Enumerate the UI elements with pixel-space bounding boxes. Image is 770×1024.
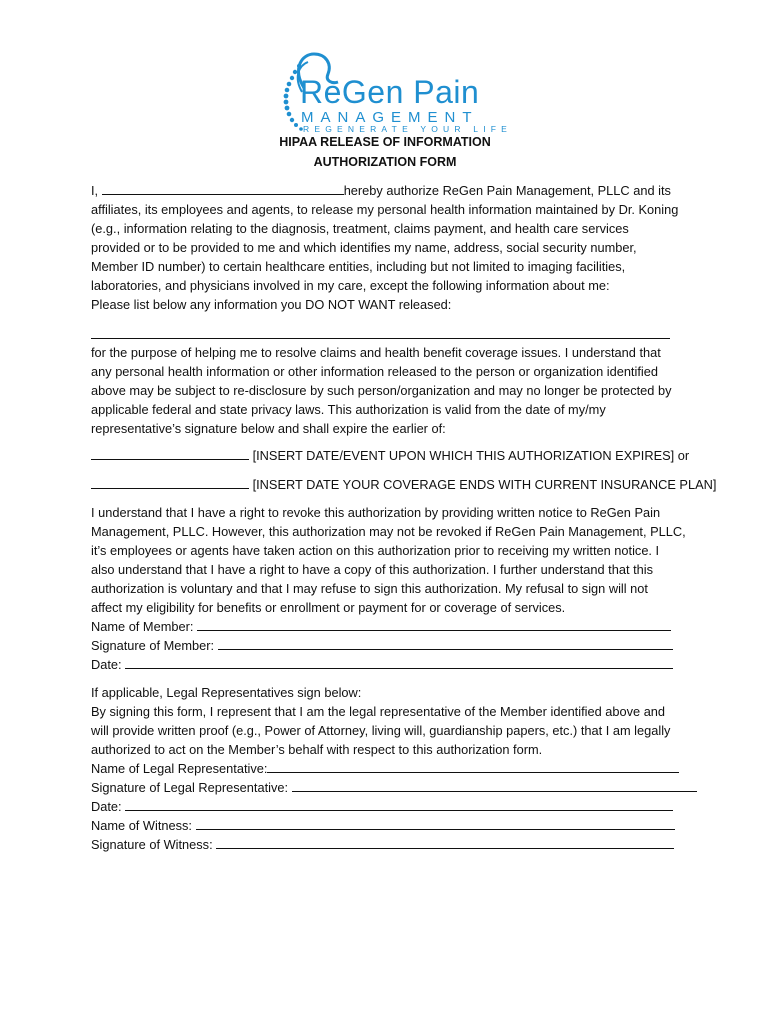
expiry-event-field[interactable] bbox=[91, 447, 249, 460]
authorization-line: laboratories, and physicians involved in my care, except the following information about me: bbox=[91, 278, 610, 293]
witness-name-field[interactable] bbox=[196, 817, 675, 830]
witness-signature-row bbox=[91, 835, 674, 854]
authorization-line: affiliates, its employees and agents, to release my personal health information maintained by Dr. Koning bbox=[91, 202, 679, 217]
legal-rep-date-row bbox=[91, 797, 673, 816]
legal-rep-intro: If applicable, Legal Representatives sign below: bbox=[91, 685, 362, 700]
excluded-information-field[interactable] bbox=[91, 338, 670, 339]
legal-rep-name-label: Name of Legal Representative: bbox=[91, 761, 268, 776]
legal-rep-name-field[interactable] bbox=[267, 760, 679, 773]
member-date-row bbox=[91, 655, 673, 674]
witness-name-row bbox=[91, 816, 675, 835]
purpose-line: above may be subject to re-disclosure by such person/organization and may no longer be protected by bbox=[91, 383, 672, 398]
form-title-line-1: HIPAA RELEASE OF INFORMATION bbox=[279, 135, 491, 149]
logo-name: ReGen Pain bbox=[300, 74, 480, 110]
expiry-event-label: [INSERT DATE/EVENT UPON WHICH THIS AUTHORIZATION EXPIRES] or bbox=[252, 448, 690, 463]
member-name-label: Name of Member: bbox=[91, 619, 194, 634]
member-date-label: Date: bbox=[91, 657, 122, 672]
revocation-line: I understand that I have a right to revoke this authorization by providing written notice to ReGen Pain bbox=[91, 505, 661, 520]
legal-rep-name-row bbox=[91, 759, 679, 778]
legal-rep-line: will provide written proof (e.g., Power of Attorney, living will, guardianship papers, etc.) that I am legally bbox=[91, 723, 671, 738]
authorizer-name-field[interactable] bbox=[102, 182, 344, 195]
witness-name-label: Name of Witness: bbox=[91, 818, 192, 833]
revocation-line: also understand that I have a right to have a copy of this authorization. I further understand that this bbox=[91, 562, 653, 577]
purpose-line: representative’s signature below and shall expire the earlier of: bbox=[91, 421, 446, 436]
authorization-intro-text: hereby authorize ReGen Pain Management, PLLC and its bbox=[343, 183, 671, 198]
legal-rep-signature-label: Signature of Legal Representative: bbox=[91, 780, 289, 795]
revocation-line: it’s employees or agents have taken action on this authorization prior to receiving my written notice. I bbox=[91, 543, 660, 558]
legal-rep-date-label: Date: bbox=[91, 799, 122, 814]
authorization-prefix: I, bbox=[91, 183, 99, 198]
expiry-option-coverage bbox=[91, 475, 716, 494]
legal-rep-line: By signing this form, I represent that I am the legal representative of the Member identified above and bbox=[91, 704, 666, 719]
expiry-coverage-label: [INSERT DATE YOUR COVERAGE ENDS WITH CURRENT INSURANCE PLAN] bbox=[252, 477, 717, 492]
logo-subtitle: MANAGEMENT bbox=[301, 109, 479, 126]
legal-rep-line: authorized to act on the Member’s behalf with respect to this authorization form. bbox=[91, 742, 543, 757]
witness-signature-field[interactable] bbox=[216, 836, 674, 849]
authorization-intro bbox=[91, 181, 671, 200]
authorization-line: provided or to be provided to me and which identifies my name, address, social security number, bbox=[91, 240, 637, 255]
revocation-line: Management, PLLC. However, this authorization may not be revoked if ReGen Pain Management, PLLC, bbox=[91, 524, 686, 539]
witness-signature-label: Signature of Witness: bbox=[91, 837, 213, 852]
legal-rep-signature-row bbox=[91, 778, 697, 797]
purpose-line: applicable federal and state privacy laws. This authorization is valid from the date of my/my bbox=[91, 402, 606, 417]
revocation-line: affect my eligibility for benefits or enrollment or payment for or coverage of services. bbox=[91, 600, 566, 615]
member-signature-label: Signature of Member: bbox=[91, 638, 215, 653]
member-name-field[interactable] bbox=[197, 618, 671, 631]
member-date-field[interactable] bbox=[125, 656, 673, 669]
member-name-row bbox=[91, 617, 671, 636]
authorization-line: (e.g., information relating to the diagnosis, treatment, claims payment, and health care services bbox=[91, 221, 629, 236]
purpose-line: any personal health information or other information released to the person or organization identified bbox=[91, 364, 658, 379]
member-signature-field[interactable] bbox=[218, 637, 673, 650]
authorization-line: Member ID number) to certain healthcare entities, including but not limited to imaging facilities, bbox=[91, 259, 626, 274]
purpose-line: for the purpose of helping me to resolve claims and health benefit coverage issues. I understand that bbox=[91, 345, 661, 360]
expiry-coverage-field[interactable] bbox=[91, 476, 249, 489]
logo-tagline: REGENERATE YOUR LIFE bbox=[303, 124, 513, 134]
legal-rep-signature-field[interactable] bbox=[292, 779, 697, 792]
authorization-line: Please list below any information you DO NOT WANT released: bbox=[91, 297, 452, 312]
legal-rep-date-field[interactable] bbox=[125, 798, 673, 811]
form-title-line-2: AUTHORIZATION FORM bbox=[313, 155, 457, 169]
member-signature-row bbox=[91, 636, 673, 655]
revocation-line: authorization is voluntary and that I may refuse to sign this authorization. My refusal to sign will not bbox=[91, 581, 648, 596]
expiry-option-event bbox=[91, 446, 689, 465]
